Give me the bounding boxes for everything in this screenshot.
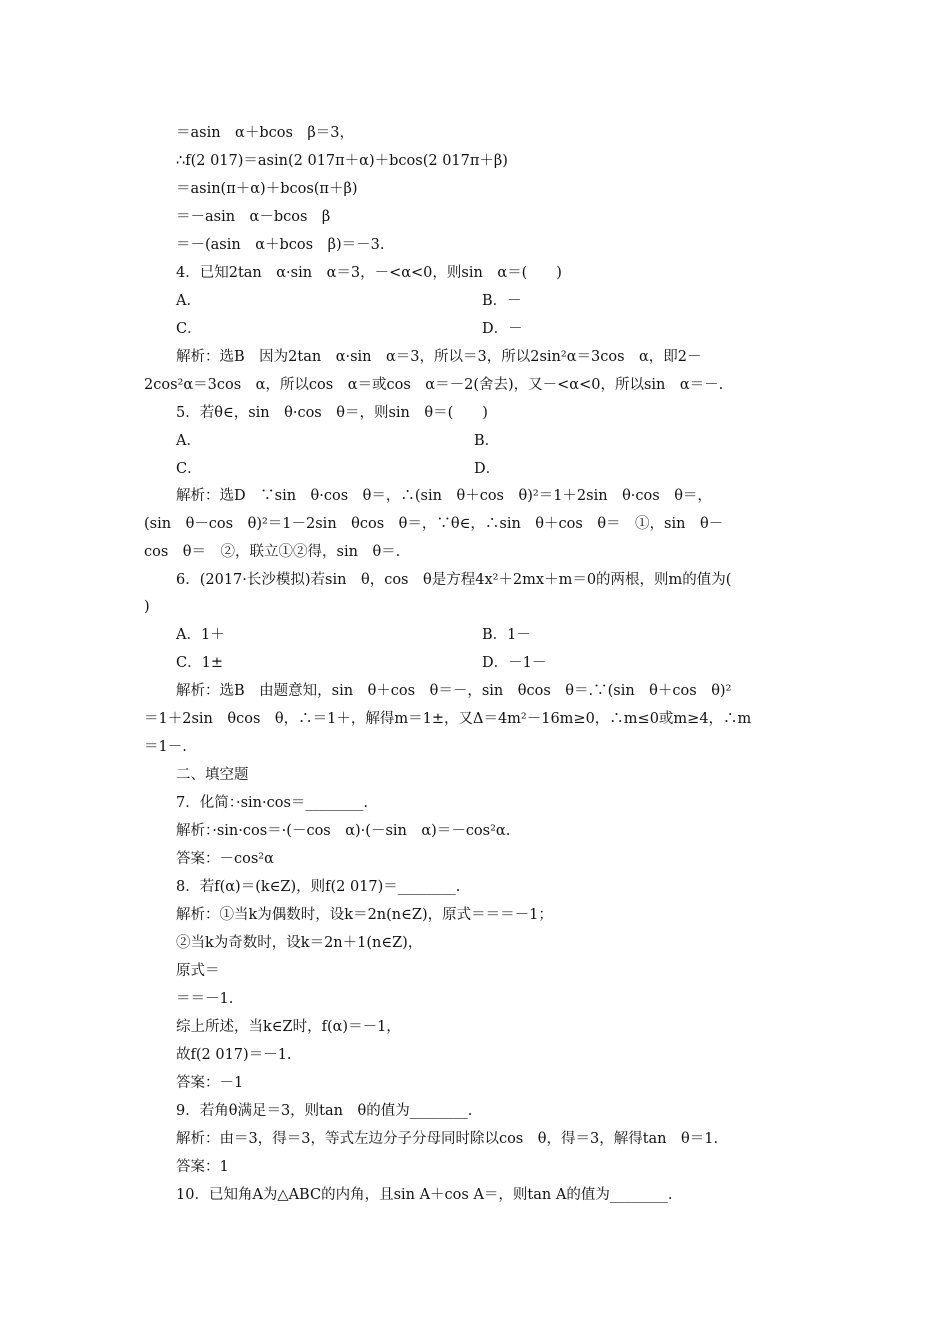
- option-c: C．1±: [176, 655, 223, 671]
- answer-text: 答案：－cos²α: [176, 851, 274, 867]
- option-c: C．: [176, 461, 202, 477]
- text-line: ＝－asin α－bcos β: [176, 209, 331, 225]
- question-8: 8．若f(α)＝(k∈Z)，则f(2 017)＝________.: [176, 879, 461, 895]
- text-line: ＝asin α＋bcos β＝3，: [176, 125, 355, 141]
- solution-text: cos θ＝ ②，联立①②得，sin θ＝.: [144, 544, 401, 560]
- solution-text: 原式＝: [176, 963, 220, 979]
- option-d: D．－1－: [482, 655, 547, 671]
- solution-text: 2cos²α＝3cos α，所以cos α＝或cos α＝－2(舍去)，又－<α<0，所以sin α＝－.: [144, 377, 724, 393]
- question-9: 9．若角θ满足＝3，则tan θ的值为________.: [176, 1103, 473, 1119]
- option-b: B．1－: [482, 627, 531, 643]
- solution-text: (sin θ－cos θ)²＝1－2sin θcos θ＝，∵θ∈，∴sin θ＋cos θ＝ ①，sin θ－: [144, 516, 724, 532]
- text-line: ∴f(2 017)＝asin(2 017π＋α)＋bcos(2 017π＋β): [176, 153, 508, 169]
- solution-text: ＝1－.: [144, 739, 187, 755]
- solution-text: 解析：由＝3，得＝3，等式左边分子分母同时除以cos θ，得＝3，解得tan θ＝1.: [176, 1131, 719, 1147]
- question-6: 6．(2017·长沙模拟)若sin θ，cos θ是方程4x²＋2mx＋m＝0的两根，则m的值为(: [176, 572, 732, 588]
- section-heading: 二、填空题: [176, 767, 249, 783]
- text-line: ＝－(asin α＋bcos β)＝－3.: [176, 237, 385, 253]
- solution-text: 解析：选B 由题意知，sin θ＋cos θ＝－，sin θcos θ＝.∵(sin θ＋cos θ)²: [176, 683, 732, 699]
- solution-text: 故f(2 017)＝－1.: [176, 1047, 292, 1063]
- option-c: C．: [176, 321, 202, 337]
- solution-text: 解析：选B 因为2tan α·sin α＝3，所以＝3，所以2sin²α＝3cos α，即2－: [176, 349, 702, 365]
- question-10: 10．已知角A为△ABC的内角，且sin A＋cos A＝，则tan A的值为________.: [176, 1187, 673, 1203]
- answer-text: 答案：1: [176, 1159, 229, 1175]
- solution-text: ＝＝－1.: [176, 991, 234, 1007]
- option-a: A．: [176, 433, 201, 449]
- text-line: ＝asin(π＋α)＋bcos(π＋β): [176, 181, 358, 197]
- solution-text: 解析：①当k为偶数时，设k＝2n(n∈Z)，原式＝＝＝－1；: [176, 907, 553, 923]
- option-b: B．－: [482, 293, 522, 309]
- question-7: 7．化简：·sin·cos＝________.: [176, 795, 369, 811]
- option-a: A．1＋: [176, 627, 225, 643]
- answer-text: 答案：－1: [176, 1075, 244, 1091]
- question-6-continued: ): [144, 599, 150, 615]
- option-a: A．: [176, 293, 201, 309]
- question-5: 5．若θ∈，sin θ·cos θ＝，则sin θ＝( ): [176, 405, 488, 421]
- option-d: D．: [474, 461, 501, 477]
- solution-text: ＝1＋2sin θcos θ，∴＝1＋，解得m＝1±，又Δ＝4m²－16m≥0，∴m≤0或m≥4，∴m: [144, 711, 752, 727]
- option-b: B．: [474, 433, 500, 449]
- option-d: D．－: [482, 321, 523, 337]
- question-4: 4．已知2tan α·sin α＝3，－<α<0，则sin α＝( ): [176, 265, 562, 281]
- solution-text: 解析：·sin·cos＝·(－cos α)·(－sin α)＝－cos²α.: [176, 823, 511, 839]
- solution-text: 解析：选D ∵sin θ·cos θ＝，∴(sin θ＋cos θ)²＝1＋2sin θ·cos θ＝，: [176, 488, 712, 504]
- solution-text: 综上所述，当k∈Z时，f(α)＝－1，: [176, 1019, 401, 1035]
- solution-text: ②当k为奇数时，设k＝2n＋1(n∈Z)，: [176, 935, 423, 951]
